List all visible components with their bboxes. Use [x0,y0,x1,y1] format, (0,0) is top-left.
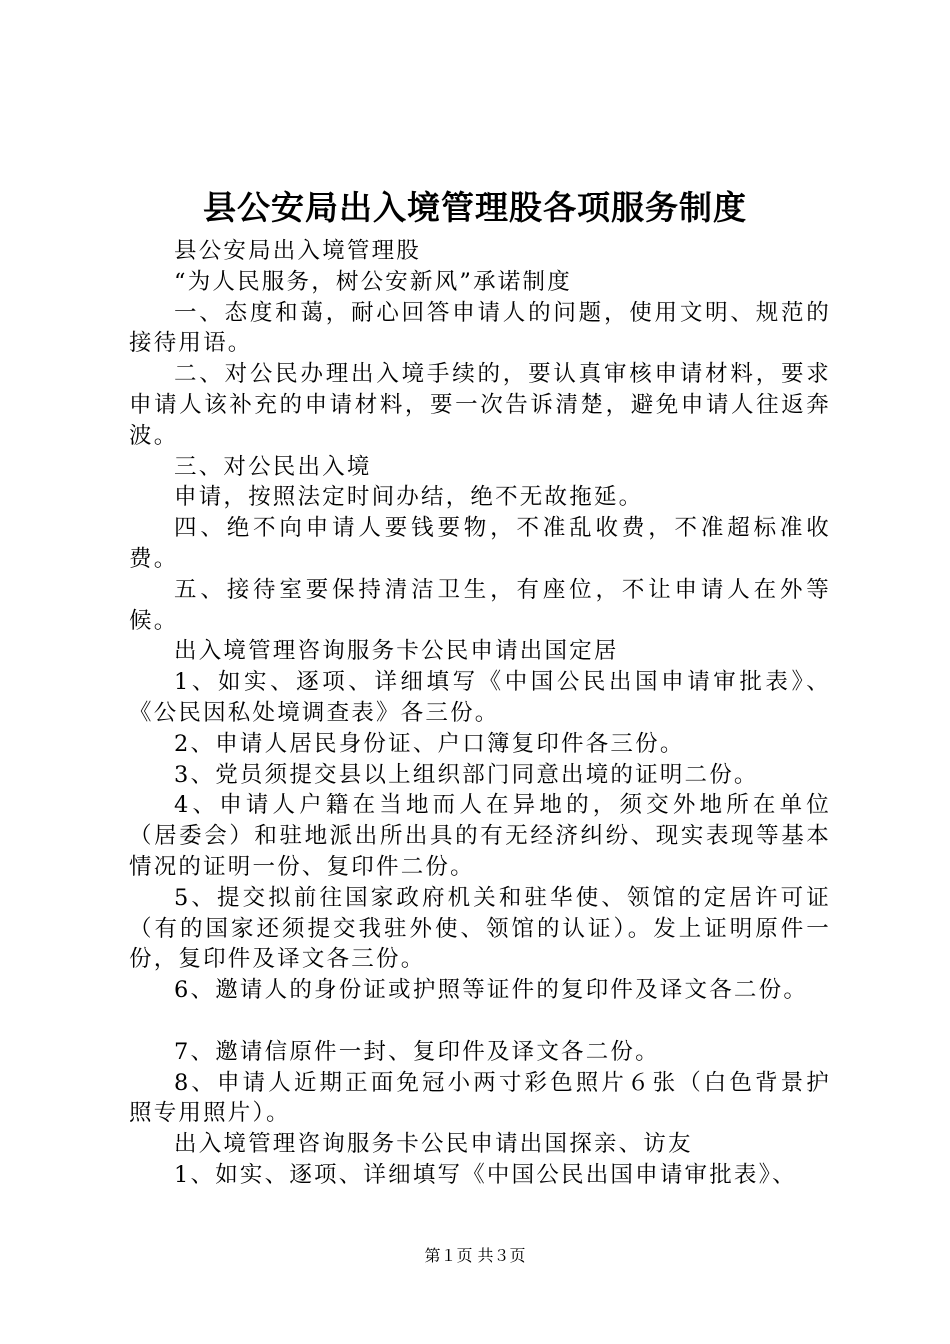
paragraph-item-3: 三、对公民出入境 [174,453,372,480]
paragraph-card-heading-settle: 出入境管理咨询服务卡公民申请出国定居 [174,638,619,665]
paragraph-item-1: 一、态度和蔼，耐心回答申请人的问题，使用文明、规范的接待用语。 [129,299,831,357]
paragraph-item-2: 二、对公民办理出入境手续的，要认真审核申请材料，要求申请人该补充的申请材料，要一次告诉清楚，避免申请人往返奔波。 [129,361,831,449]
page-footer: 第１页 共３页 [424,1246,526,1265]
paragraph-req-5: 5、提交拟前往国家政府机关和驻华使、领馆的定居许可证（有的国家还须提交我驻外使、领馆的认证）。发上证明原件一份，复印件及译文各三份。 [129,884,831,973]
paragraph-req-1: 1、如实、逐项、详细填写《中国公民出国申请审批表》、《公民因私处境调查表》各三份。 [129,669,831,726]
paragraph-req-2: 2、申请人居民身份证、户口簿复印件各三份。 [174,730,685,757]
paragraph-card-heading-visit: 出入境管理咨询服务卡公民申请出国探亲、访友 [174,1131,693,1158]
paragraph-department: 县公安局出入境管理股 [174,238,422,264]
document-body [129,236,831,1191]
paragraph-req-8: 8、申请人近期正面免冠小两寸彩色照片６张（白色背景护照专用照片）。 [129,1069,831,1127]
paragraph-req-6: 6、邀请人的身份证或护照等证件的复印件及译文各二份。 [174,977,809,1004]
paragraph-req-7: 7、邀请信原件一封、复印件及译文各二份。 [174,1038,660,1065]
paragraph-pledge-heading: “为人民服务，树公安新风”承诺制度 [174,268,572,295]
paragraph-visit-req-1: 1、如实、逐项、详细填写《中国公民出国申请审批表》、 [174,1161,797,1188]
document-title: 县公安局出入境管理股各项服务制度 [203,188,747,227]
paragraph-req-3: 3、党员须提交县以上组织部门同意出境的证明二份。 [174,761,759,788]
paragraph-item-4: 四、绝不向申请人要钱要物，不准乱收费，不准超标准收费。 [129,515,831,572]
paragraph-req-4: 4、申请人户籍在当地而人在异地的，须交外地所在单位（居委会）和驻地派出所出具的有无经济纠纷、现实表现等基本情况的证明一份、复印件二份。 [129,792,831,880]
paragraph-item-5: 五、接待室要保持清洁卫生，有座位，不让申请人在外等候。 [129,576,831,634]
paragraph-item-3-cont: 申请，按照法定时间办结，绝不无故拖延。 [174,484,644,511]
blank-line [129,1006,831,1037]
